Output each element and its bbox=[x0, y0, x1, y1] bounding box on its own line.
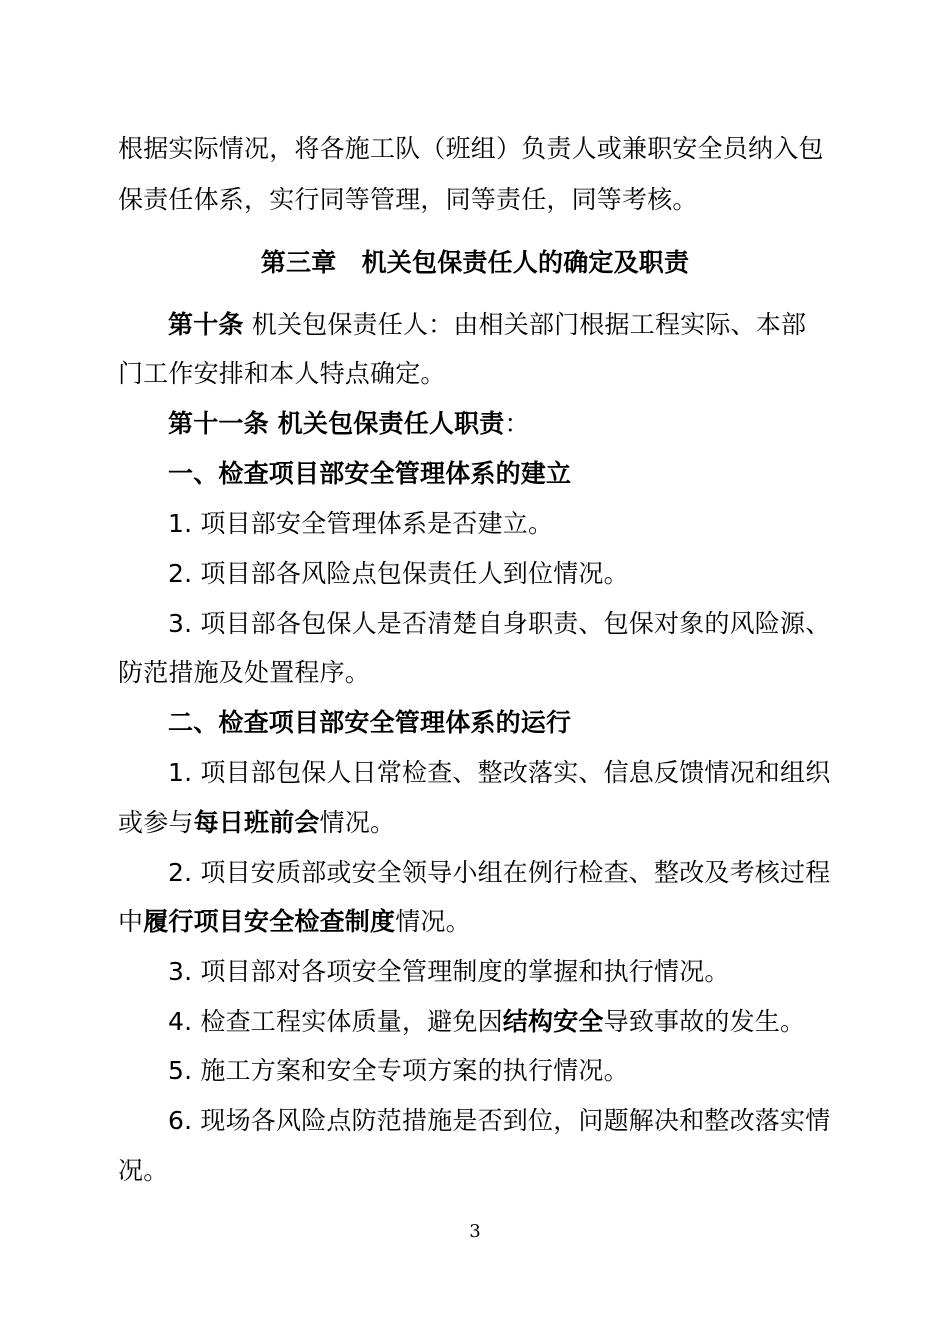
text-span: 导致事故的发生。 bbox=[603, 1007, 806, 1036]
text-span: 中 bbox=[118, 907, 144, 936]
list-item-continuation bbox=[118, 905, 838, 939]
article-11-label: 第十一条 机关包保责任人职责 bbox=[168, 409, 505, 438]
text-span: 情况。 bbox=[395, 907, 471, 936]
section-2-title: 二、检查项目部安全管理体系的运行 bbox=[168, 708, 572, 737]
paragraph-line: 保责任体系，实行同等管理，同等责任，同等考核。 bbox=[118, 185, 698, 214]
emphasis-text: 履行项目安全检查制度 bbox=[143, 907, 396, 936]
article-10-line bbox=[168, 308, 838, 342]
list-item: 2. 项目部各风险点包保责任人到位情况。 bbox=[168, 559, 629, 588]
list-item: 3. 项目部各包保人是否清楚自身职责、包保对象的风险源、 bbox=[168, 609, 831, 638]
list-item-continuation: 况。 bbox=[118, 1156, 169, 1185]
section-1-title: 一、检查项目部安全管理体系的建立 bbox=[168, 459, 572, 488]
page-number: 3 bbox=[469, 1221, 481, 1242]
emphasis-text: 结构安全 bbox=[502, 1007, 604, 1036]
emphasis-text: 每日班前会 bbox=[193, 808, 320, 837]
text-span: 4. 检查工程实体质量，避免因 bbox=[168, 1007, 503, 1036]
list-item: 3. 项目部对各项安全管理制度的掌握和执行情况。 bbox=[168, 957, 730, 986]
article-11-line bbox=[168, 407, 838, 441]
article-11-colon: ： bbox=[504, 409, 530, 438]
list-item: 1. 项目部包保人日常检查、整改落实、信息反馈情况和组织 bbox=[168, 758, 831, 787]
text-span: 情况。 bbox=[319, 808, 396, 837]
paragraph-line: 门工作安排和本人特点确定。 bbox=[118, 359, 446, 388]
chapter-title: 第三章 机关包保责任人的确定及职责 bbox=[260, 248, 690, 277]
paragraph-line: 根据实际情况，将各施工队（班组）负责人或兼职安全员纳入包 bbox=[118, 134, 824, 163]
list-item-continuation: 防范措施及处置程序。 bbox=[118, 658, 371, 687]
list-item-continuation bbox=[118, 806, 838, 840]
list-item: 6. 现场各风险点防范措施是否到位，问题解决和整改落实情 bbox=[168, 1106, 831, 1135]
text-span: 或参与 bbox=[118, 808, 194, 837]
list-item: 2. 项目安质部或安全领导小组在例行检查、整改及考核过程 bbox=[168, 858, 831, 887]
article-10-text: 机关包保责任人：由相关部门根据工程实际、本部 bbox=[243, 310, 807, 339]
list-item bbox=[168, 1005, 838, 1039]
list-item: 1. 项目部安全管理体系是否建立。 bbox=[168, 509, 554, 538]
article-10-label: 第十条 bbox=[168, 310, 244, 339]
list-item: 5. 施工方案和安全专项方案的执行情况。 bbox=[168, 1056, 629, 1085]
